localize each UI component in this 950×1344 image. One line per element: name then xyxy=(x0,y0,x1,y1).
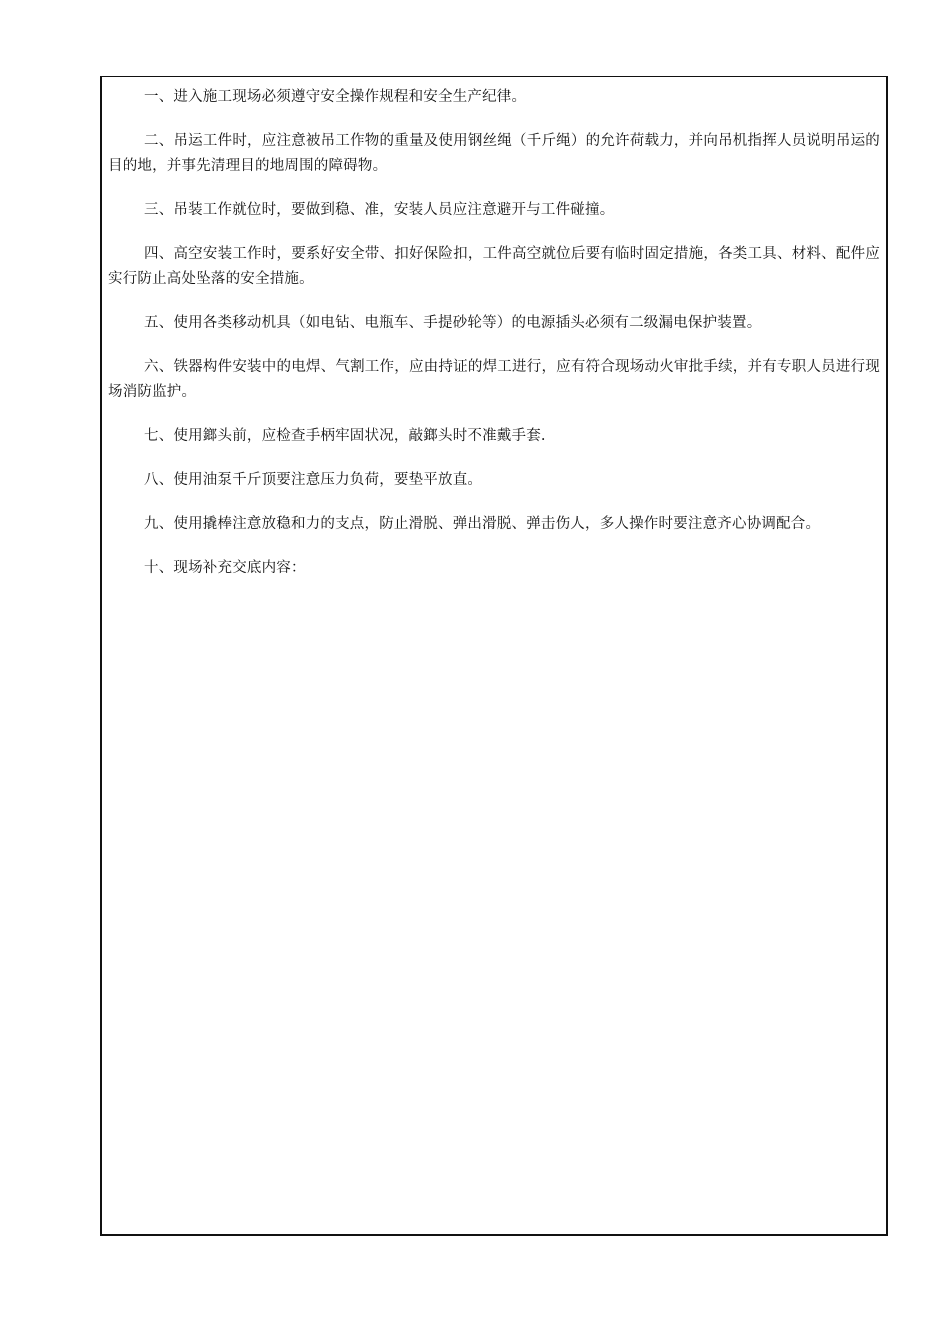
safety-instructions xyxy=(108,85,880,581)
instruction-item-9: 九、使用撬棒注意放稳和力的支点，防止滑脱、弹出滑脱、弹击伤人，多人操作时要注意齐心协调配合。 xyxy=(144,516,821,532)
supplementary-content-label: 十、现场补充交底内容： xyxy=(144,560,306,576)
instruction-item-1: 一、进入施工现场必须遵守安全操作规程和安全生产纪律。 xyxy=(144,89,527,105)
instruction-item-4: 四、高空安装工作时，要系好安全带、扣好保险扣，工件高空就位后要有临时固定措施，各类工具、材料、配件应实行防止高处坠落的安全措施。 xyxy=(108,246,880,287)
instruction-item-3: 三、吊装工作就位时，要做到稳、准，安装人员应注意避开与工件碰撞。 xyxy=(144,202,615,218)
instruction-item-7: 七、使用鎯头前，应检查手柄牢固状况，敲鎯头时不准戴手套. xyxy=(144,428,546,444)
document-frame xyxy=(100,76,888,1236)
instruction-item-5: 五、使用各类移动机具（如电钻、电瓶车、手提砂轮等）的电源插头必须有二级漏电保护装置。 xyxy=(144,315,762,331)
instruction-item-8: 八、使用油泵千斤顶要注意压力负荷，要垫平放直。 xyxy=(144,472,483,488)
instruction-item-2: 二、吊运工件时，应注意被吊工作物的重量及使用钢丝绳（千斤绳）的允许荷载力，并向吊机指挥人员说明吊运的目的地，并事先清理目的地周围的障碍物。 xyxy=(108,133,880,174)
instruction-item-6: 六、铁器构件安装中的电焊、气割工作，应由持证的焊工进行，应有符合现场动火审批手续，并有专职人员进行现场消防监护。 xyxy=(108,359,880,400)
